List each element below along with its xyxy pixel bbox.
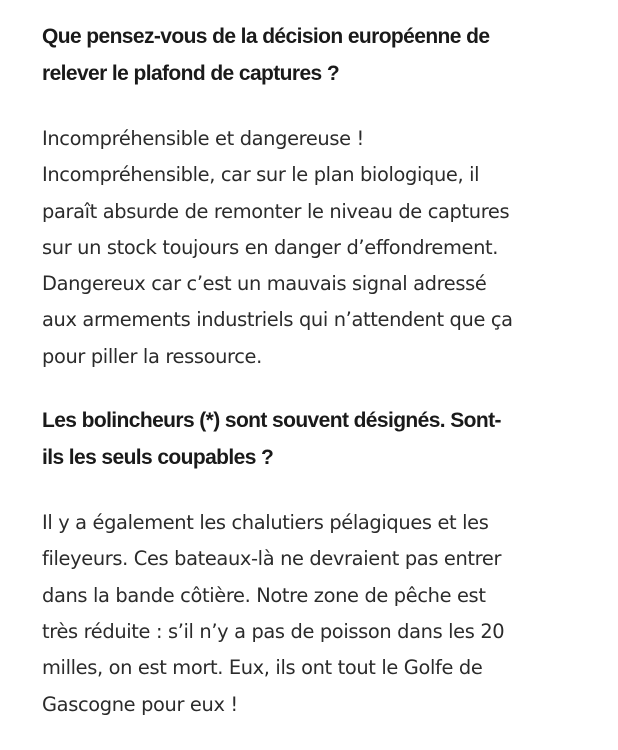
article-body xyxy=(42,18,602,723)
answer-line: dans la bande côtière. Notre zone de pêche est xyxy=(42,583,486,607)
answer-line: Incompréhensible, car sur le plan biologique, il xyxy=(42,163,480,187)
question-line: ils les seuls coupables ? xyxy=(42,446,274,470)
answer-line: fileyeurs. Ces bateaux-là ne devraient pas entrer xyxy=(42,547,502,571)
answer-line: Il y a également les chalutiers pélagiques et les xyxy=(42,511,489,535)
answer-line: sur un stock toujours en danger d’effondrement. xyxy=(42,235,499,259)
interview-answer xyxy=(42,121,602,375)
answer-line: paraît absurde de remonter le niveau de captures xyxy=(42,199,510,223)
answer-line: Dangereux car c’est un mauvais signal adressé xyxy=(42,272,487,296)
answer-line: Incompréhensible et dangereuse ! xyxy=(42,127,364,150)
answer-line: Gascogne pour eux ! xyxy=(42,692,238,716)
answer-line: aux armements industriels qui n’attendent que ça xyxy=(42,308,513,332)
answer-line: très réduite : s’il n’y a pas de poisson dans les 20 xyxy=(42,619,505,643)
interview-question xyxy=(42,402,602,476)
question-line: Les bolincheurs (*) sont souvent désignés. Sont- xyxy=(42,409,501,433)
interview-answer xyxy=(42,505,602,723)
answer-line: pour piller la ressource. xyxy=(42,344,262,368)
question-line: Que pensez-vous de la décision européenne de xyxy=(42,25,490,48)
interview-question xyxy=(42,18,602,92)
question-line: relever le plafond de captures ? xyxy=(42,62,340,85)
answer-line: milles, on est mort. Eux, ils ont tout le Golfe de xyxy=(42,656,483,680)
